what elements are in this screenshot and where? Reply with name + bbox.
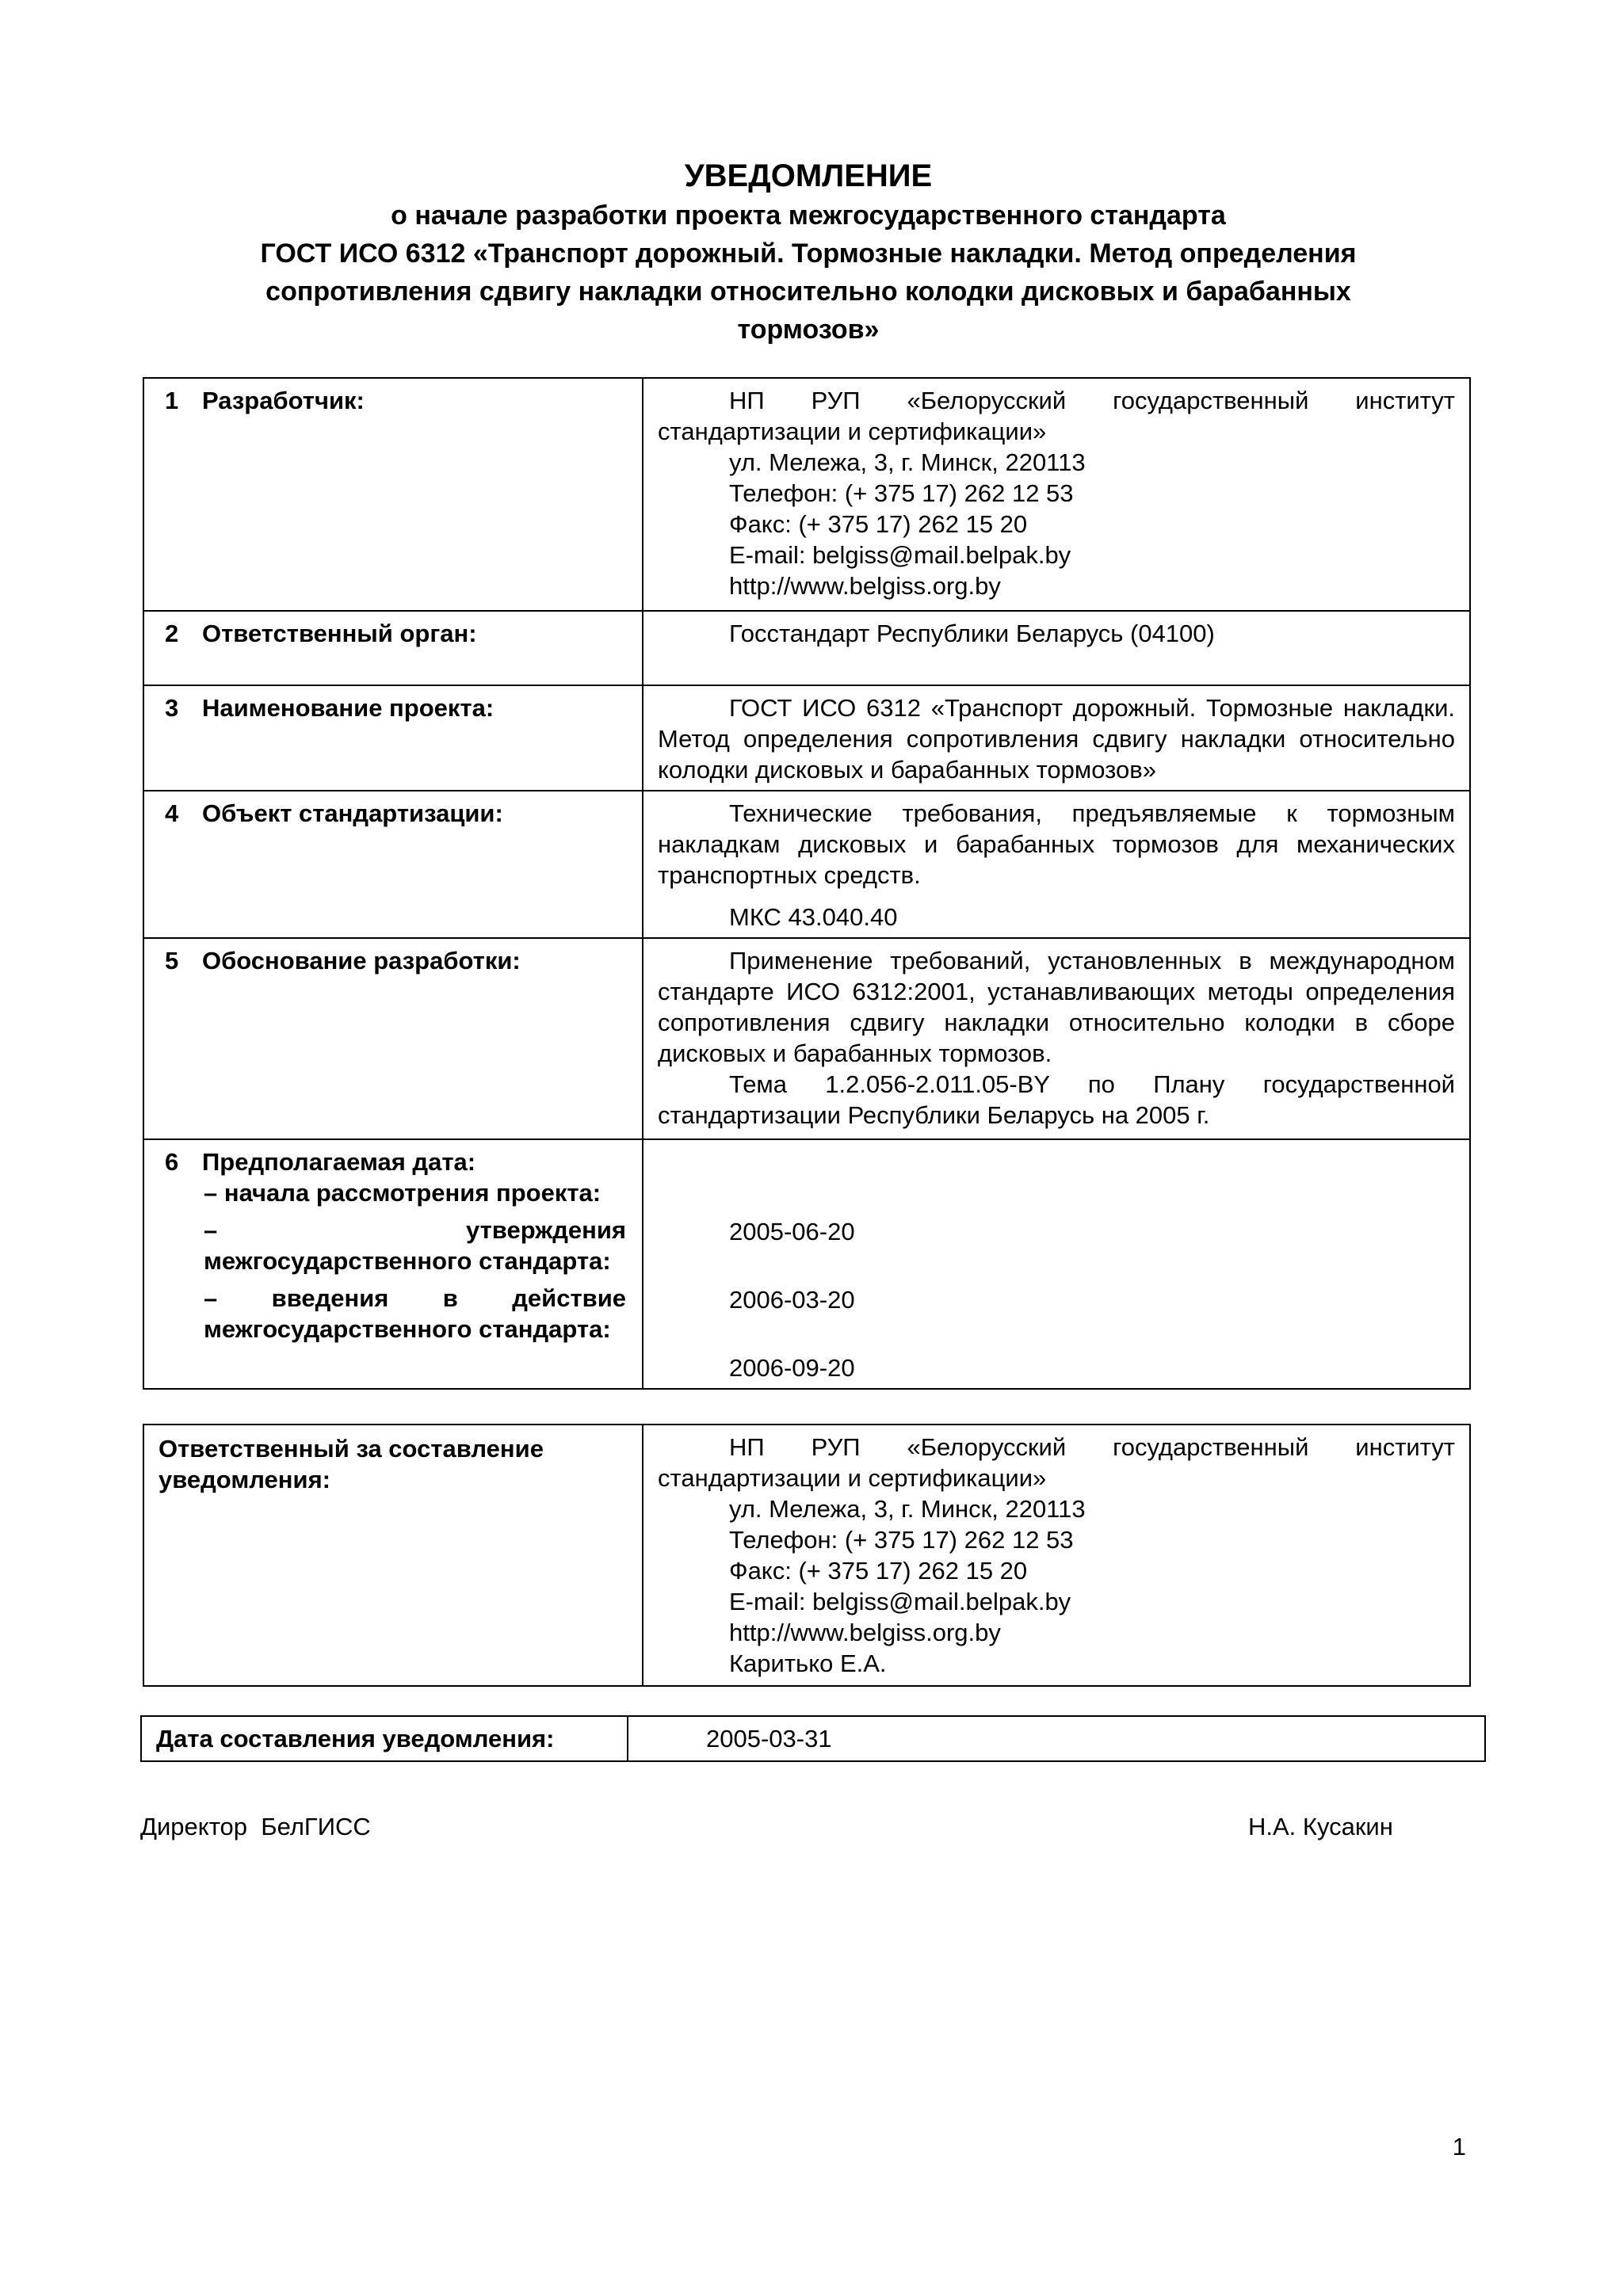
- date-item-label: – введения в действие межгосударственного стандарта:: [204, 1284, 626, 1343]
- row-number: 4: [165, 799, 179, 827]
- row-value-cell: [643, 938, 1470, 1139]
- developer-email: E-mail: belgiss@mail.belpak.by: [729, 541, 1071, 569]
- row-number: 5: [165, 947, 179, 974]
- table-row: [143, 1139, 1470, 1389]
- developer-website: http://www.belgiss.org.by: [729, 572, 1001, 600]
- ics-code: МКС 43.040.40: [729, 903, 898, 931]
- row-value-cell: [643, 1139, 1470, 1389]
- review-start-date: 2005-06-20: [729, 1218, 855, 1245]
- table-row: [143, 1425, 1470, 1686]
- responsible-label-cell: [143, 1425, 643, 1686]
- table-row: [143, 611, 1470, 685]
- table-row: [143, 685, 1470, 791]
- row-label: Ответственный орган:: [202, 620, 477, 647]
- row-number: 2: [165, 620, 179, 647]
- responsible-person: Каритько Е.А.: [729, 1650, 887, 1677]
- title-heading: УВЕДОМЛЕНИЕ: [684, 158, 933, 193]
- row-number: 6: [165, 1148, 179, 1176]
- date-item-label: – утверждения межгосударственного стандарта:: [204, 1216, 626, 1275]
- developer-phone: Телефон: (+ 375 17) 262 12 53: [729, 479, 1074, 507]
- responsible-email: E-mail: belgiss@mail.belpak.by: [729, 1588, 1071, 1615]
- responsible-table: [143, 1424, 1471, 1687]
- title-block: [143, 155, 1474, 349]
- row-number: 1: [165, 387, 179, 414]
- table-row: [141, 1716, 1485, 1761]
- table-row: [143, 938, 1470, 1139]
- notice-date-value-cell: [628, 1716, 1485, 1761]
- plan-topic: Тема 1.2.056-2.011.05-BY по Плану государственной стандартизации Республики Беларусь на 2005 г.: [658, 1070, 1455, 1129]
- title-line-4: тормозов»: [737, 315, 880, 345]
- signature-position: Директор БелГИСС: [140, 1813, 371, 1840]
- approval-date: 2006-03-20: [729, 1286, 855, 1314]
- notice-date-label-cell: [141, 1716, 628, 1761]
- row-value-cell: [643, 378, 1470, 611]
- developer-address: ул. Мележа, 3, г. Минск, 220113: [729, 448, 1086, 476]
- responsible-address: ул. Мележа, 3, г. Минск, 220113: [729, 1495, 1086, 1523]
- notice-table: [143, 377, 1471, 1390]
- project-name: ГОСТ ИСО 6312 «Транспорт дорожный. Тормозные накладки. Метод определения сопротивления сдвигу накладки относительно колодки дисковых и барабанных тормозов»: [658, 694, 1455, 784]
- row-value-cell: [643, 791, 1470, 938]
- row-label: Объект стандартизации:: [202, 799, 503, 827]
- table-row: [143, 378, 1470, 611]
- row-value-cell: [643, 611, 1470, 685]
- date-item-label: – начала рассмотрения проекта:: [204, 1179, 601, 1207]
- signature-name: Н.А. Кусакин: [1248, 1813, 1393, 1840]
- responsible-value-cell: [643, 1425, 1470, 1686]
- justification-text: Применение требований, установленных в международном стандарте ИСО 6312:2001, устанавливающих методы определения сопротивления сдвигу накладки относительно колодки в сборе дисковых и барабанных тормозов.: [658, 947, 1455, 1067]
- developer-name: НП РУП «Белорусский государственный институт стандартизации и сертификации»: [658, 387, 1455, 445]
- title-line-2: ГОСТ ИСО 6312 «Транспорт дорожный. Тормозные накладки. Метод определения: [260, 238, 1357, 269]
- title-line-3: сопротивления сдвигу накладки относительно колодки дисковых и барабанных: [265, 277, 1351, 307]
- responsible-website: http://www.belgiss.org.by: [729, 1619, 1001, 1646]
- standardization-object: Технические требования, предъявляемые к тормозным накладкам дисковых и барабанных тормозов для механических транспортных средств.: [658, 799, 1455, 889]
- row-label-cell: [143, 1139, 643, 1389]
- responsible-body: Госстандарт Республики Беларусь (04100): [729, 620, 1215, 647]
- row-label-cell: [143, 611, 643, 685]
- notice-date-table: [140, 1715, 1486, 1762]
- responsible-label: Ответственный за составление уведомления:: [158, 1435, 544, 1493]
- notice-date-value: 2005-03-31: [706, 1725, 832, 1753]
- title-line-1: о начале разработки проекта межгосударственного стандарта: [391, 200, 1226, 231]
- notice-date-label: Дата составления уведомления:: [156, 1725, 555, 1753]
- row-label: Обоснование разработки:: [202, 947, 521, 974]
- effective-date: 2006-09-20: [729, 1354, 855, 1382]
- row-label: Разработчик:: [202, 387, 365, 414]
- responsible-org: НП РУП «Белорусский государственный институт стандартизации и сертификации»: [658, 1433, 1455, 1492]
- row-label-cell: [143, 378, 643, 611]
- row-label: Предполагаемая дата:: [202, 1148, 476, 1176]
- row-number: 3: [165, 694, 179, 722]
- row-label-cell: [143, 791, 643, 938]
- row-label: Наименование проекта:: [202, 694, 495, 722]
- page-number: 1: [1452, 2133, 1466, 2161]
- developer-fax: Факс: (+ 375 17) 262 15 20: [729, 510, 1028, 538]
- row-label-cell: [143, 685, 643, 791]
- row-label-cell: [143, 938, 643, 1139]
- row-value-cell: [643, 685, 1470, 791]
- responsible-fax: Факс: (+ 375 17) 262 15 20: [729, 1557, 1028, 1585]
- responsible-phone: Телефон: (+ 375 17) 262 12 53: [729, 1526, 1074, 1554]
- table-row: [143, 791, 1470, 938]
